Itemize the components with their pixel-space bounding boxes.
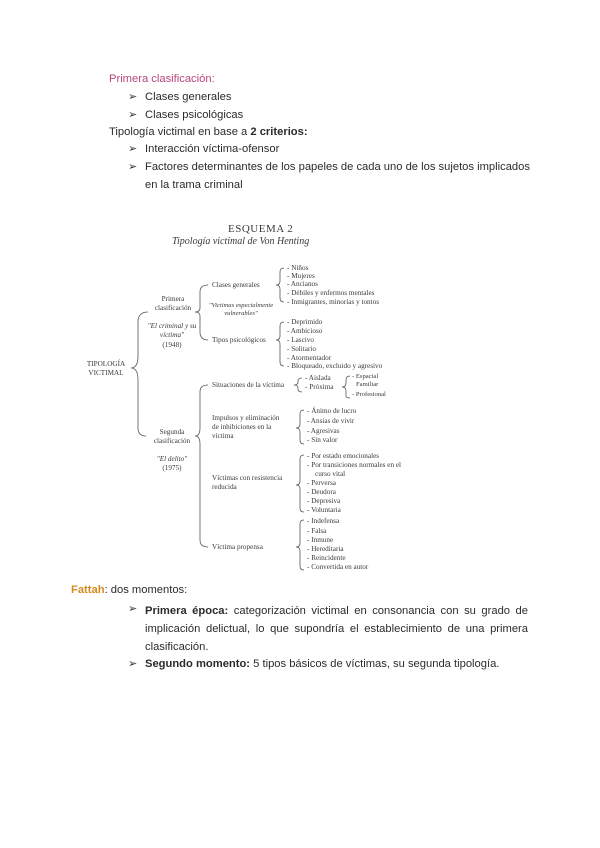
situaciones-node: Situaciones de la víctima <box>212 381 285 389</box>
impulsos-item-vivir: - Ansias de vivir <box>307 417 355 425</box>
cg-item-inmigrantes: - Inmigrantes, minorías y tontos <box>287 298 380 306</box>
impulsos-label-3: víctima <box>212 432 234 440</box>
cg-item-ninos: - Niños <box>287 264 309 272</box>
propensa-item-convertida: - Convertida en autor <box>307 563 369 571</box>
segunda-work-title: "El delito" <box>156 455 188 463</box>
proxima-espacial: - Espacial <box>352 373 379 380</box>
bullet-interaccion: Interacción víctima-ofensor <box>145 143 280 155</box>
resistencia-item-voluntaria: - Voluntaria <box>307 506 341 514</box>
fattah-rest: : dos momentos: <box>104 584 188 596</box>
resistencia-item-transiciones: - Por transiciones normales en el <box>307 461 402 469</box>
resistencia-item-emocionales: - Por estado emocionales <box>307 452 380 460</box>
impulsos-item-agresivas: - Agresivas <box>307 427 340 435</box>
segunda-clasificacion-node: Segunda clasificación <box>153 428 191 445</box>
arrow-bullet-icon: ➢ <box>128 143 138 155</box>
resistencia-item-depresiva: - Depresiva <box>307 497 341 505</box>
bullet-factores: Factores determinantes de los papeles de cada uno de los sujetos implicados <box>145 161 530 173</box>
fattah-bullet-segundo <box>145 657 499 671</box>
situacion-proxima: - Próxima <box>305 383 334 391</box>
arrow-bullet-icon: ➢ <box>128 91 138 103</box>
resistencia-item-deudora: - Deudora <box>307 488 336 496</box>
propensa-item-reincidente: - Reincidente <box>307 554 346 562</box>
criterios-prefix: Tipología victimal en base a <box>109 126 251 138</box>
bullet-clases-generales: Clases generales <box>145 91 232 103</box>
proxima-familiar: Familiar <box>356 381 379 388</box>
tp-item-solitario: - Solitario <box>287 345 316 353</box>
resistencia-item-perversa: - Perversa <box>307 479 336 487</box>
schema-subtitle: Tipología victimal de Von Henting <box>172 236 310 247</box>
tipos-psicologicos-node: Tipos psicológicos <box>212 336 266 344</box>
primera-clasificacion-node: Primera clasificación <box>154 295 192 312</box>
resistencia-label-1: Víctimas con resistencia <box>212 474 283 482</box>
propensa-item-hereditaria: - Hereditaria <box>307 545 344 553</box>
tp-item-deprimido: - Deprimido <box>287 318 323 326</box>
fattah-b1-text: categorización victimal en consonancia con su grado de implicación delictual, lo que supondría el establecimiento de una primera clasificación. <box>145 605 528 653</box>
tp-item-lascivo: - Lascivo <box>287 336 314 344</box>
fattah-name: Fattah <box>71 584 105 596</box>
impulsos-item-sinvalor: - Sin valor <box>307 436 338 444</box>
impulsos-item-lucro: - Ánimo de lucro <box>307 407 357 415</box>
primera-work-title: "El criminal y su víctima" <box>147 322 197 339</box>
arrow-bullet-icon: ➢ <box>128 161 138 173</box>
proxima-profesional: - Profesional <box>352 391 386 398</box>
tp-item-ambicioso: - Ambicioso <box>287 327 323 335</box>
tp-item-bloqueado: - Bloqueado, excluido y agresivo <box>287 362 383 370</box>
impulsos-label-1: Impulsos y eliminación <box>212 414 280 422</box>
situacion-aislada: - Aislada <box>305 374 331 382</box>
resistencia-item-curso-vital: curso vital <box>315 470 346 478</box>
arrow-bullet-icon: ➢ <box>128 603 138 615</box>
fattah-b2-text: 5 tipos básicos de víctimas, su segunda tipología. <box>250 658 500 670</box>
clases-generales-note: "Victimas especialmente vulnerables" <box>208 302 274 317</box>
schema-root: TIPOLOGÍA VICTIMAL <box>86 360 126 377</box>
resistencia-label-2: reducida <box>212 483 237 491</box>
schema-title: ESQUEMA 2 <box>228 223 294 235</box>
cg-item-ancianos: - Ancianos <box>287 280 318 288</box>
fattah-bullet-primera <box>145 602 528 656</box>
criterios-bold: 2 criterios: <box>250 126 308 138</box>
clases-generales-node: Clases generales <box>212 281 260 289</box>
primera-clasificacion-heading: Primera clasificación: <box>109 73 215 85</box>
fattah-b2-bold: Segundo momento: <box>145 658 251 670</box>
impulsos-label-2: de inhibiciones en la <box>212 423 272 431</box>
propensa-item-indefensa: - Indefensa <box>307 517 340 525</box>
segunda-year: (1975) <box>162 464 182 472</box>
bullet-factores-cont: en la trama criminal <box>145 179 243 191</box>
propensa-item-inmune: - Inmune <box>307 536 334 544</box>
cg-item-debiles: - Débiles y enfermos mentales <box>287 289 375 297</box>
tp-item-atormentador: - Atormentador <box>287 354 332 362</box>
bullet-clases-psicologicas: Clases psicológicas <box>145 109 244 121</box>
arrow-bullet-icon: ➢ <box>128 658 138 670</box>
fattah-b1-bold: Primera época: <box>145 605 229 617</box>
primera-year: (1948) <box>162 341 182 349</box>
propensa-node: Víctima propensa <box>212 543 263 551</box>
arrow-bullet-icon: ➢ <box>128 109 138 121</box>
propensa-item-falsa: - Falsa <box>307 527 327 535</box>
cg-item-mujeres: - Mujeres <box>287 272 315 280</box>
fattah-line <box>71 583 187 597</box>
